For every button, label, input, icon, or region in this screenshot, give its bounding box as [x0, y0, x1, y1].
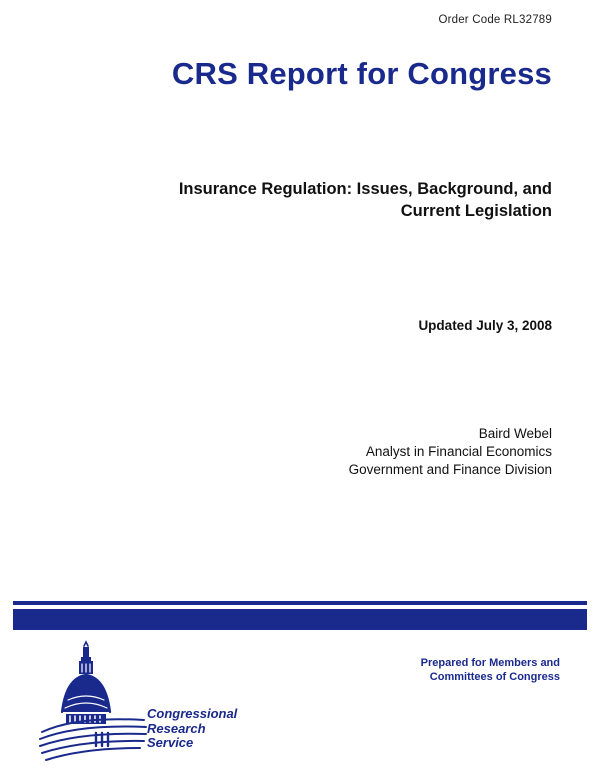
author-division: Government and Finance Division: [348, 462, 552, 477]
report-title-line-2: Current Legislation: [400, 202, 552, 220]
order-code: Order Code RL32789: [438, 14, 552, 26]
report-title-line-1: Insurance Regulation: Issues, Background, and: [178, 180, 552, 198]
author-block: [152, 425, 552, 479]
author-name: Baird Webel: [478, 426, 552, 441]
capitol-dome-logo-icon: [36, 640, 150, 765]
divider-thin: [13, 601, 587, 605]
logo-text-line-3: Service: [147, 735, 194, 750]
updated-date: Updated July 3, 2008: [418, 318, 552, 333]
divider-thick: [13, 609, 587, 630]
crs-logo-wordmark: [147, 707, 237, 751]
logo-text-line-2: Research: [147, 720, 206, 736]
report-title: [82, 178, 552, 222]
prepared-line-2: Committees of Congress: [429, 671, 560, 683]
logo-text-line-1: Congressional: [147, 706, 238, 721]
prepared-for-note: [310, 656, 560, 684]
report-series-title: CRS Report for Congress: [171, 56, 552, 91]
prepared-line-1: Prepared for Members and: [420, 657, 560, 669]
author-position: Analyst in Financial Economics: [365, 444, 552, 459]
